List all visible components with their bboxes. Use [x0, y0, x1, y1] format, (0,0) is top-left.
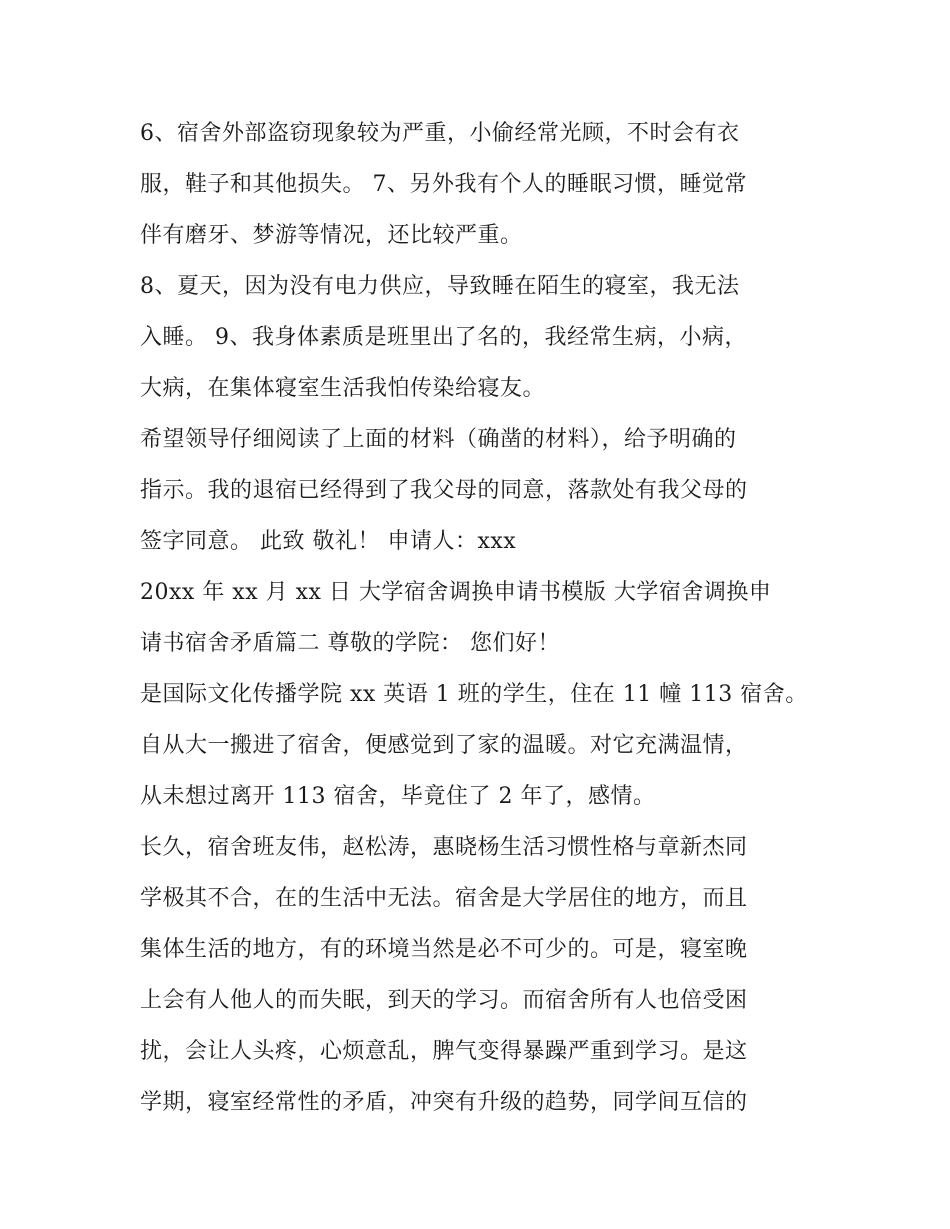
text-line: 指示。我的退宿已经得到了我父母的同意，落款处有我父母的 [140, 478, 748, 503]
text-line: 自从大一搬进了宿舍，便感觉到了家的温暖。对它充满温情， [140, 733, 748, 758]
text-line: 扰，会让人头疼，心烦意乱，脾气变得暴躁严重到学习。是这 [140, 1039, 748, 1064]
text-line: 服，鞋子和其他损失。 7、另外我有个人的睡眠习惯，睡觉常 [140, 172, 747, 197]
text-line: 请书宿舍矛盾篇二 尊敬的学院： 您们好！ [140, 631, 560, 656]
text-line: 6、宿舍外部盗窃现象较为严重，小偷经常光顾，不时会有衣 [140, 121, 740, 146]
text-line: 希望领导仔细阅读了上面的材料（确凿的材料），给予明确的 [140, 427, 737, 452]
text-line: 上会有人他人的而失眠，到天的学习。而宿舍所有人也倍受困 [140, 988, 748, 1013]
text-line: 入睡。 9、我身体素质是班里出了名的，我经常生病，小病， [140, 325, 747, 350]
text-line: 20xx 年 xx 月 xx 日 大学宿舍调换申请书模版 大学宿舍调换申 [140, 580, 772, 605]
document-body [140, 108, 820, 1128]
text-line: 学极其不合，在的生活中无法。宿舍是大学居住的地方，而且 [140, 886, 748, 911]
text-line: 是国际文化传播学院 xx 英语 1 班的学生，住在 11 幢 113 宿舍。 [140, 682, 808, 707]
text-line: 学期，寝室经常性的矛盾，冲突有升级的趋势，同学间互信的 [140, 1090, 748, 1115]
text-line: 长久，宿舍班友伟，赵松涛，惠晓杨生活习惯性格与章新杰同 [140, 835, 748, 860]
text-line: 大病，在集体寝室生活我怕传染给寝友。 [140, 376, 546, 401]
text-line: 从未想过离开 113 宿舍，毕竟住了 2 年了，感情。 [140, 784, 656, 809]
text-line: 8、夏天，因为没有电力供应，导致睡在陌生的寝室，我无法 [140, 274, 740, 299]
text-line: 签字同意。 此致 敬礼！ 申请人：xxx [140, 529, 517, 554]
text-line: 伴有磨牙、梦游等情况，还比较严重。 [140, 223, 523, 248]
text-line: 集体生活的地方，有的环境当然是必不可少的。可是，寝室晚 [140, 937, 748, 962]
